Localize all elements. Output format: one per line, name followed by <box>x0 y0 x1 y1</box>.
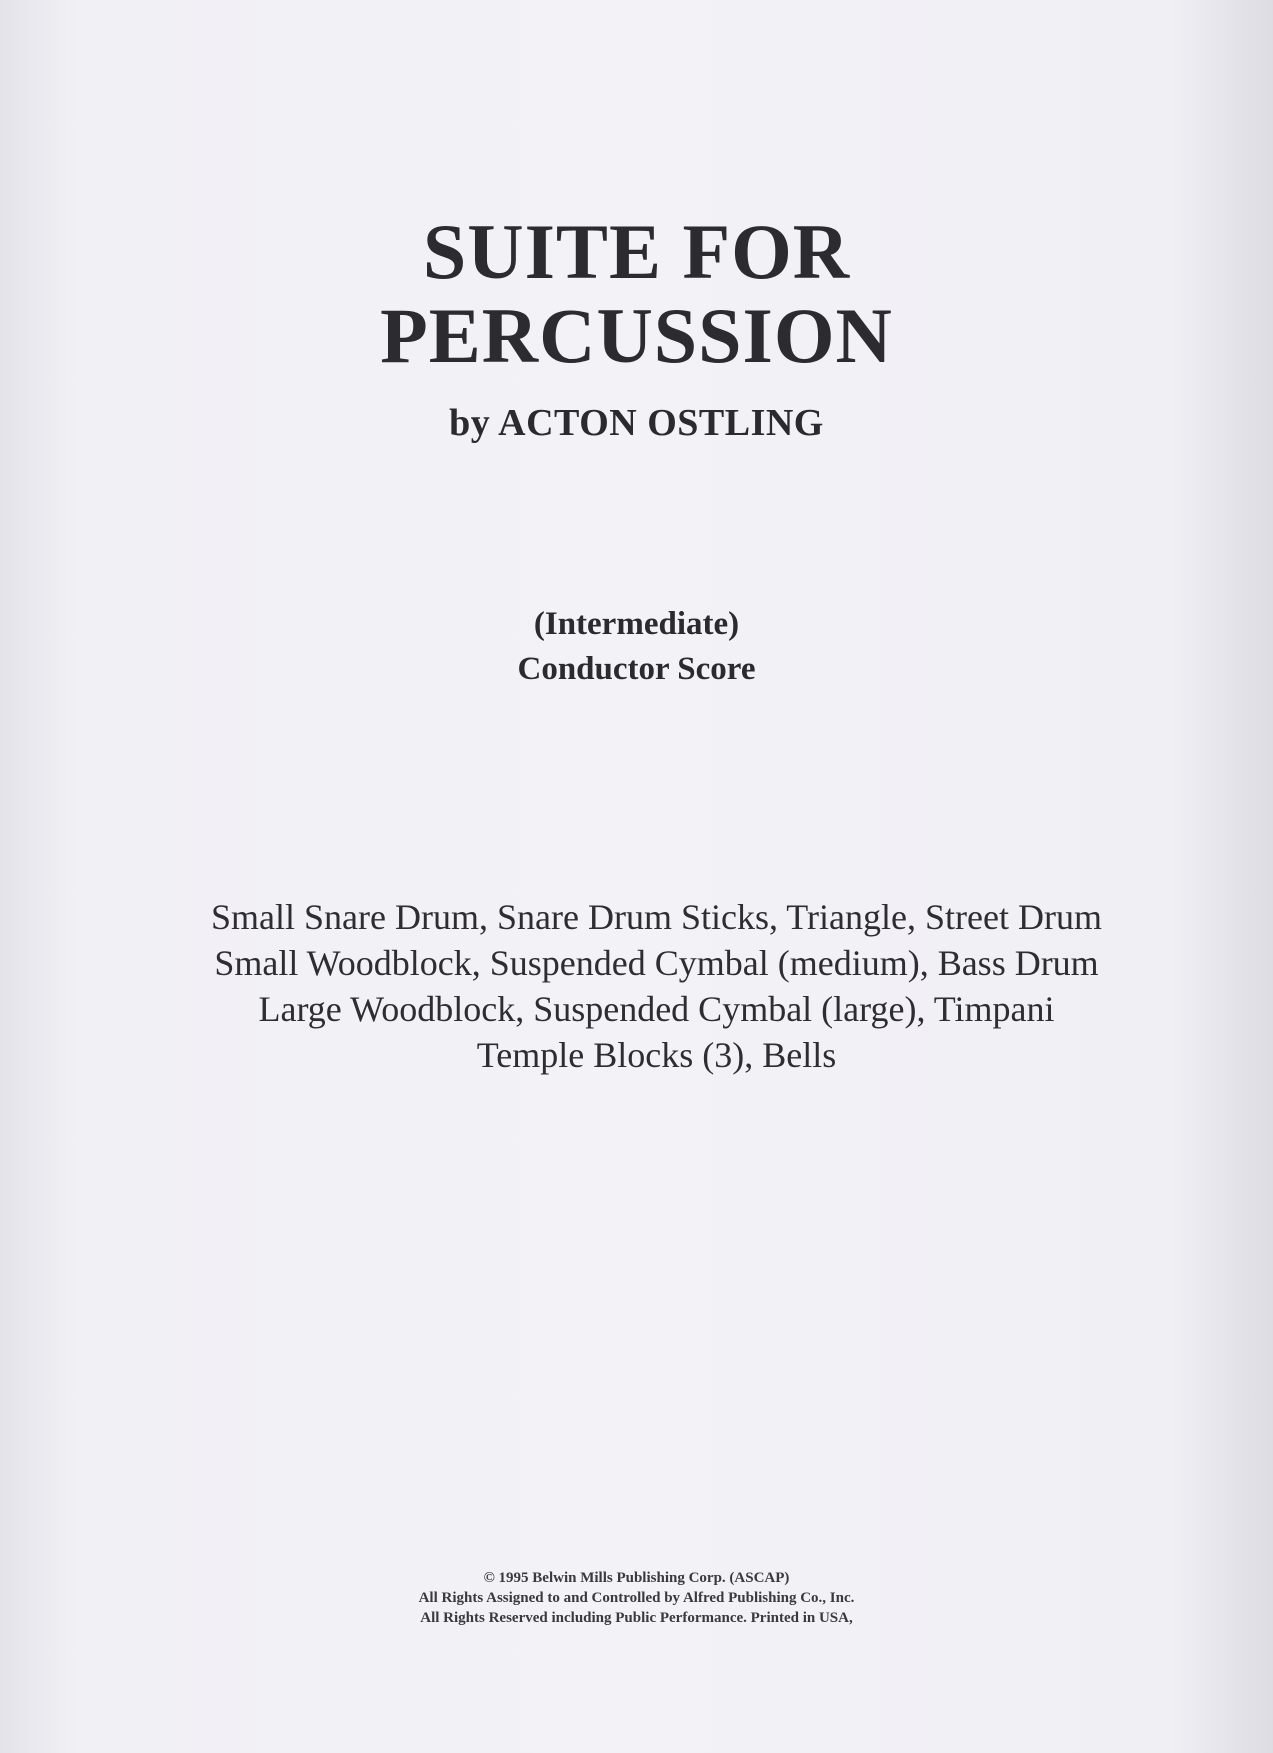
copyright-notice <box>0 1568 1273 1628</box>
instrument-line: Small Snare Drum, Snare Drum Sticks, Triangle, Street Drum <box>211 897 1102 937</box>
copyright-line: © 1995 Belwin Mills Publishing Corp. (ASCAP) <box>483 1570 790 1586</box>
copyright-line: All Rights Reserved including Public Performance. Printed in USA, <box>420 1610 853 1626</box>
title-line-2: PERCUSSION <box>380 292 893 379</box>
score-type: Conductor Score <box>517 651 756 687</box>
composer-byline: by ACTON OSTLING <box>449 402 824 444</box>
difficulty-level: (Intermediate) <box>533 606 740 642</box>
instrument-line: Temple Blocks (3), Bells <box>476 1035 837 1075</box>
instrument-line: Large Woodblock, Suspended Cymbal (large), Timpani <box>258 989 1055 1029</box>
copyright-line: All Rights Assigned to and Controlled by Alfred Publishing Co., Inc. <box>418 1590 855 1606</box>
title-line-1: SUITE FOR <box>422 208 851 295</box>
instrument-line: Small Woodblock, Suspended Cymbal (medium), Bass Drum <box>214 943 1099 983</box>
instrumentation-list <box>80 894 1233 1078</box>
